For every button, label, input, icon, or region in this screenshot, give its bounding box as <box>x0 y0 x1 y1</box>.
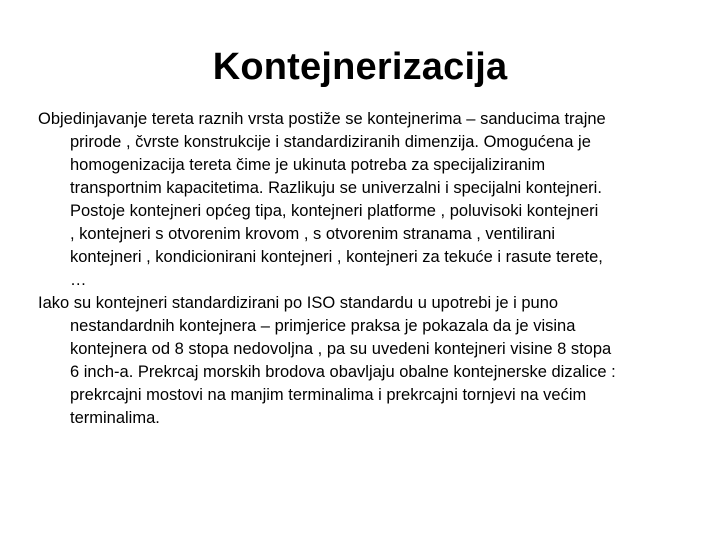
paragraph-line: nestandardnih kontejnera – primjerice praksa je pokazala da je visina <box>70 317 576 335</box>
paragraph-1 <box>38 108 706 292</box>
paragraph-line: transportnim kapacitetima. Razlikuju se univerzalni i specijalni kontejneri. <box>70 179 602 197</box>
slide-title: Kontejnerizacija <box>212 46 508 88</box>
paragraph-line: kontejnera od 8 stopa nedovoljna , pa su uvedeni kontejneri visine 8 stopa <box>70 340 612 358</box>
paragraph-line: homogenizacija tereta čime je ukinuta potreba za specijaliziranim <box>70 156 546 174</box>
paragraph-line: terminalima. <box>70 409 160 427</box>
paragraph-2 <box>38 292 706 430</box>
paragraph-line: Objedinjavanje tereta raznih vrsta postiže se kontejnerima – sanducima trajne <box>38 110 606 128</box>
paragraph-line: , kontejneri s otvorenim krovom , s otvorenim stranama , ventilirani <box>70 225 556 243</box>
slide-body <box>38 108 706 430</box>
paragraph-line: prirode , čvrste konstrukcije i standardiziranih dimenzija. Omogućena je <box>70 133 591 151</box>
paragraph-line: Postoje kontejneri općeg tipa, kontejneri platforme , poluvisoki kontejneri <box>70 202 599 220</box>
paragraph-line: 6 inch-a. Prekrcaj morskih brodova obavljaju obalne kontejnerske dizalice : <box>70 363 616 381</box>
paragraph-line: … <box>70 271 87 289</box>
paragraph-line: Iako su kontejneri standardizirani po ISO standardu u upotrebi je i puno <box>38 294 559 312</box>
paragraph-line: kontejneri , kondicionirani kontejneri , kontejneri za tekuće i rasute terete, <box>70 248 603 266</box>
paragraph-line: prekrcajni mostovi na manjim terminalima i prekrcajni tornjevi na većim <box>70 386 587 404</box>
